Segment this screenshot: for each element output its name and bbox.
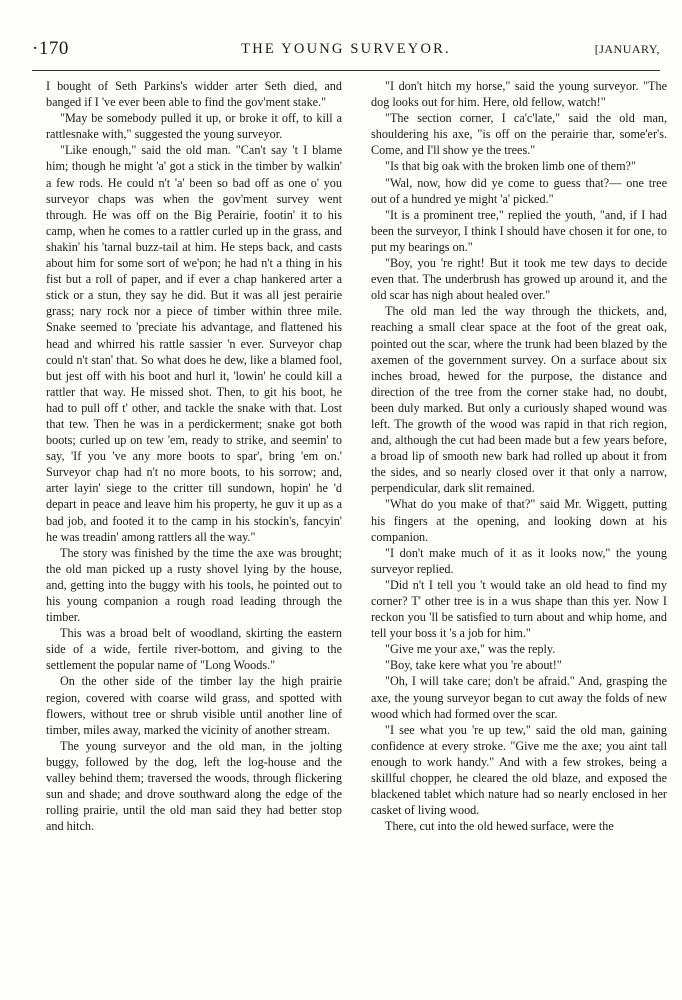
paragraph: I bought of Seth Parkins's widder arter Seth died, and banged if I 've ever been able to find the gov'ment stake." [46,79,342,110]
page-number: ·170 [32,38,69,59]
paragraph: "Oh, I will take care; don't be afraid." And, grasping the axe, the young surveyor began to cut away the folds of new wood which had formed over the scar. [371,674,667,721]
paragraph: "I don't make much of it as it looks now," the young surveyor replied. [371,545,667,576]
paragraph: "It is a prominent tree," replied the youth, "and, if I had been the surveyor, I think I should have chosen it for one, to put my bearings on." [371,207,667,254]
page-header [32,38,660,60]
paragraph: "Give me your axe," was the reply. [385,642,556,657]
right-column [371,78,667,834]
paragraph: "Boy, you 're right! But it took me tew days to decide even that. The underbrush has growed up around it, and the old scar has nigh about healed over." [371,256,667,303]
running-title: THE YOUNG SURVEYOR. [241,41,451,57]
paragraph: "What do you make of that?" said Mr. Wiggett, putting his fingers at the opening, and looking down at his companion. [371,497,667,544]
paragraph: "Like enough," said the old man. "Can't say 't I blame him; though he might 'a' got a stick in the timber by walkin' a few rods. He could n't 'a' been so bad off as one o' you surveyor chaps was when the gov'ment survey went through. He was off on the Big Perairie, footin' it to his camp, when he comes to a rattler curled up in the grass, and shakin' his 'tarnal buzz-tail at him. He steps back, and casts about him for some sort of we'pon; he had n't a thing in his fist but a roll of paper, and if ever a chap hankered arter a stick or a stun, they say he did. But it was all jest perairie grass; nary rock nor a piece of timber within three mile. Snake seemed to 'preciate his advantage, and flattened his head and whirred his rattle sassier 'n ever. Surveyor chap could n't stan' that. So what does he dew, like a blamed fool, but jest off with his boot and hurl it, 'lowin' he could kill a rattler that way. He missed shot. Then, to git his boot, he had to pull off t' other, and tackle the snake with that. Lost that tew. Then he was in a perdickerment; snake got both boots; curled up on tew 'em, ready to strike, and seemin' to say, 'If you 've any more boots to spar', bring 'em on.' Surveyor chap had n't no more boots, to his sorrow; and, arter layin' siege to the critter till sundown, hopin' he 'd depart in peace and leave him his property, he guv it up as a bad job, and footed it to the camp in his stockin's, fancyin' he was treadin' among rattlers all the way." [46,143,342,544]
paragraph: "Did n't I tell you 't would take an old head to find my corner? T' other tree is in a wus shape than this yer. Now I reckon you 'll be satisfied to turn about and whip home, and tell your boss it 's a job for him." [371,577,667,641]
paragraph: "May be somebody pulled it up, or broke it off, to kill a rattlesnake with," suggested the young surveyor. [46,111,342,142]
paragraph: This was a broad belt of woodland, skirting the eastern side of a wide, fertile river-bottom, and giving to the settlement the popular name of "Long Woods." [46,626,342,673]
paragraph: "I don't hitch my horse," said the young surveyor. "The dog looks out for him. Here, old fellow, watch!" [371,79,667,110]
paragraph: On the other side of the timber lay the high prairie region, covered with coarse wild grass, and spotted with flowers, without tree or shrub visible until another line of timber, miles away, marked the vicinity of another stream. [46,674,342,737]
paragraph: The story was finished by the time the axe was brought; the old man picked up a rusty shovel lying by the house, and, getting into the buggy with his tools, he pointed out to his young companion a rough road leading through the timber. [46,545,342,625]
header-rule [32,70,660,71]
left-column [46,78,342,834]
paragraph: "The section corner, I ca'c'late," said the old man, shouldering his axe, "is off on the perairie thar, some'er's. Come, and I'll show ye the trees." [371,111,667,158]
paragraph: "I see what you 're up tew," said the old man, gaining confidence at every stroke. "Give me the axe; you aint tall enough to work handy." And with a few strokes, being a skillful chopper, he cleared the old blaze, and exposed the blackened tablet which nature had so nearly enclosed in her casket of living wood. [371,722,667,818]
paragraph: The young surveyor and the old man, in the jolting buggy, followed by the dog, left the log-house and the valley behind them; traversed the woods, through flickering sun and shade; and drove southward along the edge of the rolling prairie, until the old man said they had better stop and hitch. [46,738,342,834]
paragraph: "Wal, now, how did ye come to guess that?— one tree out of a hundred ye might 'a' picked." [371,175,667,206]
paragraph: "Is that big oak with the broken limb one of them?" [385,159,636,174]
paragraph: There, cut into the old hewed surface, were the [385,819,614,834]
paragraph: The old man led the way through the thickets, and, reaching a small clear space at the foot of the great oak, pointed out the scar, where the trunk had been blazed by the axemen of the government survey. On a surface about six inches broad, hewed for the purpose, the distance and direction of the tree from the corner stake had, no doubt, been duly marked. But only a curiously shaped wound was left. The growth of the wood was rapid in that rich region, and, although the cut had been made but a few years before, a broad lip of smooth new bark had rolled up about it from the sides, and so nearly closed over it that only a narrow, perpendicular, dark slit remained. [371,304,667,496]
issue-month: [JANUARY, [594,42,660,56]
paragraph: "Boy, take kere what you 're about!" [385,658,562,673]
